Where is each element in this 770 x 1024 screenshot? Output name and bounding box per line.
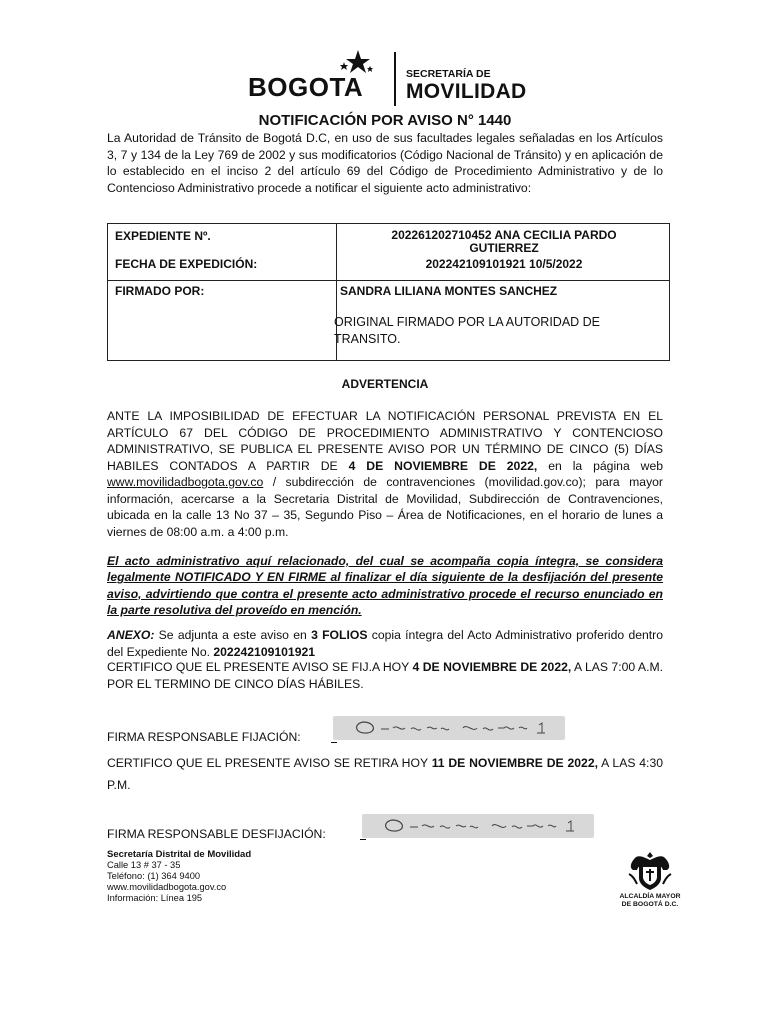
fijacion-signature-image: [333, 716, 565, 740]
footer-org: Secretaría Distrital de Movilidad: [107, 849, 252, 860]
signature-line: [331, 742, 337, 743]
anexo-text-2: copia íntegra del Acto Administrativo proferido dentro del Expediente No.: [107, 628, 663, 659]
anexo-label: ANEXO:: [107, 628, 155, 642]
firma-desfijacion-label: FIRMA RESPONSABLE DESFIJACIÓN:: [107, 827, 326, 841]
movilidad-website-link[interactable]: www.movilidadbogota.gov.co: [107, 475, 264, 489]
firmado-por-value: SANDRA LILIANA MONTES SANCHEZ: [340, 284, 558, 298]
expediente-label: EXPEDIENTE Nº.: [115, 229, 211, 243]
certifico-fija-text-1: CERTIFICO QUE EL PRESENTE AVISO SE FIJ.A HOY: [107, 660, 413, 674]
certifico-fija-date: 4 DE NOVIEMBRE DE 2022,: [412, 660, 572, 674]
intro-paragraph: La Autoridad de Tránsito de Bogotá D.C, en uso de sus facultades legales señaladas en los Artículos 3, 7 y 134 de la Ley 769 de 2002 y sus modificatorios (Código Nacional de Tránsito) y en aplicación de lo establecido en el inciso 2 del artículo 69 del Código de Procedimiento Administrativo y de lo Contencioso Administrativo procede a notificar el siguiente acto administrativo:: [107, 131, 663, 195]
footer-address: Calle 13 # 37 - 35: [107, 860, 181, 870]
footer-phone: Teléfono: (1) 364 9400: [107, 871, 201, 881]
certifico-retira-text-1: CERTIFICO QUE EL PRESENTE AVISO SE RETIRA HOY: [107, 756, 432, 770]
firma-fijacion-label: FIRMA RESPONSABLE FIJACIÓN:: [107, 730, 301, 744]
notificado-paragraph: El acto administrativo aquí relacionado, del cual se acompaña copia íntegra, se considera legalmente NOTIFICADO Y EN FIRME al finalizar el día siguiente de la desfijación del presente aviso, advirtiendo que contra el presente acto administrativo procede el recurso enunciado en la parte resolutiva del proveído en mención.: [107, 554, 663, 617]
coat-of-arms-icon: [625, 848, 675, 892]
advertencia-text-3: / subdirección de contravenciones (movilidad.gov.co); para mayor información, acercarse a la Secretaria Distrital de Movilidad, Subdirección de Contravenciones, ubicada en la calle 13 No 37 – 35, Segundo Piso – Área de Notificaciones, en el horario de lunes a viernes de 08:00 a.m. a 4:00 p.m.: [107, 475, 663, 539]
alcaldia-line2: DE BOGOTÁ D.C.: [621, 901, 679, 908]
fecha-expedicion-label: FECHA DE EXPEDICIÓN:: [115, 257, 258, 271]
anexo-paragraph: [107, 627, 663, 660]
advertencia-heading: ADVERTENCIA: [341, 377, 429, 391]
footer-info: Información: Línea 195: [107, 893, 203, 903]
fecha-expedicion-value: 202242109101921 10/5/2022: [425, 257, 583, 271]
advertencia-text-2: en la página web: [537, 458, 664, 473]
original-firmado-line1: ORIGINAL FIRMADO POR LA AUTORIDAD DE: [334, 315, 601, 329]
advertencia-text-1: ANTE LA IMPOSIBILIDAD DE EFECTUAR LA NOTIFICACIÓN PERSONAL PREVISTA EN EL ARTÍCULO 67 DEL CÓDIGO DE PROCEDIMIENTO ADMINISTRATIVO Y CONTENCIOSO ADMINISTRATIVO, SE PUBLICA EL PRESENTE AVISO POR UN TÉRMINO DE CINCO (5) DÍAS HABILES CONTADOS A PARTIR DE: [107, 409, 663, 473]
footer-web[interactable]: www.movilidadbogota.gov.co: [107, 882, 227, 892]
signature-line: [360, 839, 366, 840]
certifico-fija-paragraph: [107, 659, 663, 692]
original-firmado-line2: TRANSITO.: [334, 332, 401, 346]
expediente-value-line1: 202261202710452 ANA CECILIA PARDO: [391, 228, 617, 242]
alcaldia-line1: ALCALDÍA MAYOR: [619, 893, 681, 900]
anexo-text-1: Se adjunta a este aviso en: [154, 628, 312, 642]
certifico-retira-date: 11 DE NOVIEMBRE DE 2022,: [431, 756, 599, 770]
secretaria-label: SECRETARÍA DE: [406, 68, 491, 80]
certifico-retira-paragraph: [107, 752, 663, 796]
footer-contact: [107, 849, 251, 904]
advertencia-paragraph: [107, 408, 663, 540]
expediente-value-line2: GUTIERREZ: [469, 241, 539, 255]
movilidad-label: MOVILIDAD: [406, 80, 527, 103]
certifico-retira-text-2: A LAS 4:30 P.M.: [107, 756, 664, 792]
firmado-por-label: FIRMADO POR:: [115, 284, 205, 298]
info-table: [107, 223, 670, 361]
alcaldia-logo: [614, 848, 686, 909]
header-divider: [394, 52, 396, 106]
header-logo: [248, 46, 528, 110]
bogota-star-icon: [336, 48, 376, 88]
certifico-fija-text-2: A LAS 7:00 A.M. POR EL TERMINO DE CINCO DÍAS HÁBILES.: [107, 660, 663, 691]
anexo-folios: 3 FOLIOS: [311, 628, 368, 642]
bogota-logo-text: BOGOTA: [248, 72, 364, 102]
advertencia-date: 4 DE NOVIEMBRE DE 2022,: [348, 458, 538, 473]
document-title: NOTIFICACIÓN POR AVISO N° 1440: [258, 112, 512, 129]
table-divider: [108, 280, 669, 281]
desfijacion-signature-image: [362, 814, 594, 838]
anexo-expediente: 202242109101921: [213, 644, 316, 659]
